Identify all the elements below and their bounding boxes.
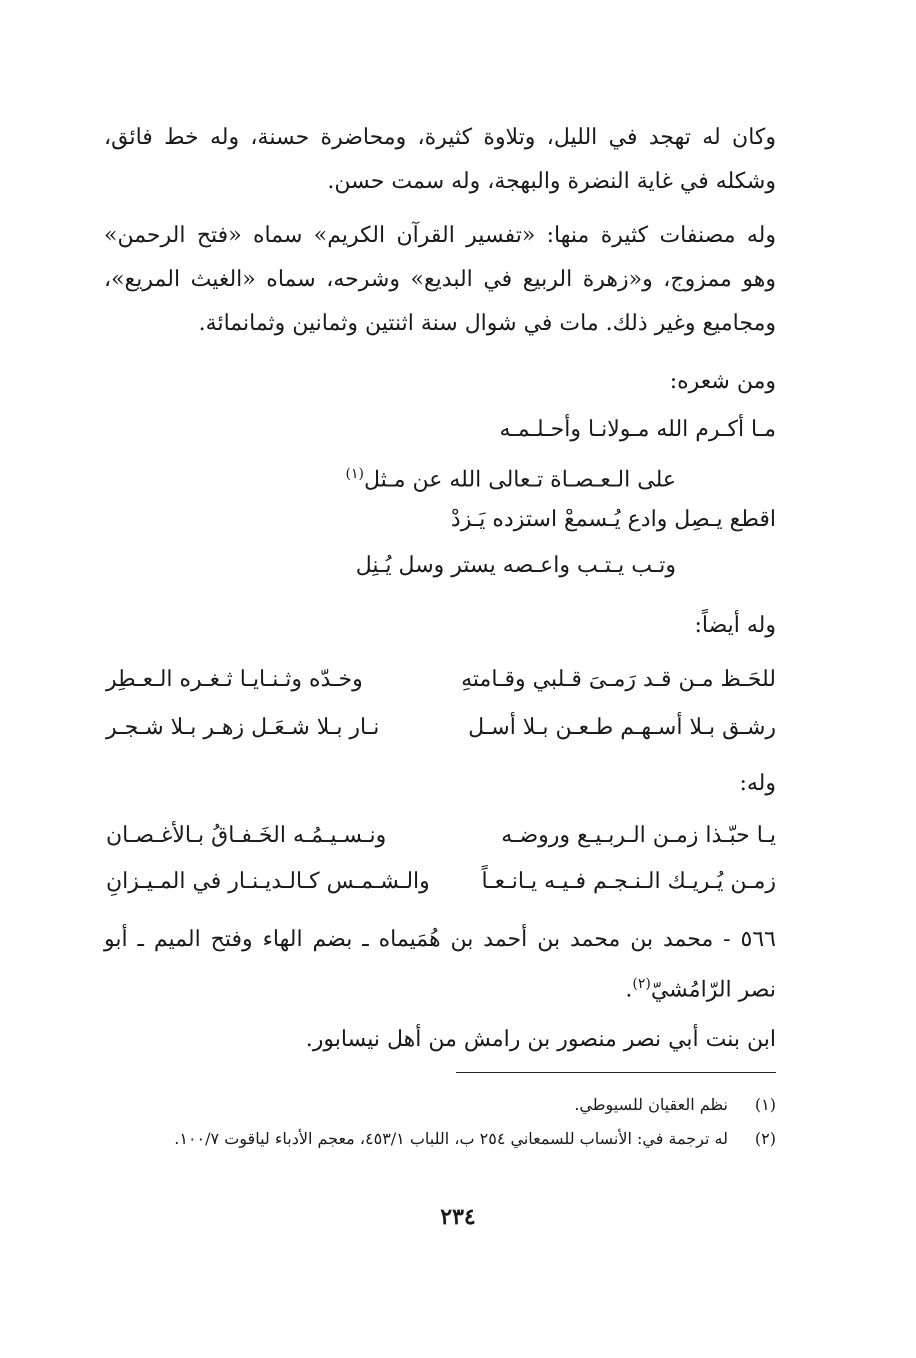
poem2-verse2-left: نـار بـلا شـعَـل زهـر بـلا شـجـر [106,715,380,740]
paragraph-poetry-intro: ومن شعره: [669,369,776,394]
entry-566-period: . [625,977,633,1003]
paragraph-entry-566 [104,918,776,1012]
footnote-2-text: له ترجمة في: الأنساب للسمعاني ٢٥٤ ب، اللباب ٤٥٣/١، معجم الأدباء لياقوت ١٠٠/٧. [174,1129,728,1148]
poem1-line2-text: على الـعـصـاة تـعالى الله عن مـثل [363,467,676,493]
paragraph-also: وله أيضاً: [694,613,776,638]
footnote-2 [0,1124,916,1188]
poem2-verse1-right: للحَـظ مـن قـد رَمـىَ قـلبي وقـامتهِ [461,667,776,692]
poem3-verse2-left: والـشـمـس كـالـديـنـار في المـيـزانِ [106,869,430,894]
footnote-1 [0,1090,916,1120]
poem2-verse2-right: رشـق بـلا أسـهـم طـعـن بـلا أسـل [468,715,776,740]
footnote-ref-2: (٢) [632,976,651,992]
poem1-line4: وتـب يـتـب واعـصه يستر وسل يُـنِل [355,553,676,578]
paragraph-lineage: ابن بنت أبي نصر منصور بن رامش من أهل نيسابور. [305,1027,776,1052]
poem3-verse1-left: ونـسـيـمُـه الخَـفـاقُ بـالأغـصـان [106,823,387,848]
entry-566-text: ٥٦٦ - محمد بن محمد بن أحمد بن هُمَيماه ـ بضم الهاء وفتح الميم ـ أبو نصر الرّامُشيّ [104,927,776,1003]
footnote-ref-1: (١) [345,466,364,482]
footnote-2-number: (٢) [754,1129,776,1148]
poem1-line2 [346,454,676,500]
paragraph-and-his: وله: [739,771,776,796]
footnote-divider [456,1072,776,1073]
poem1-line3: اقطع يـصِل وادع يُـسمعْ استزده يَـزدْ [450,507,776,532]
poem2-verse1-left: وخـدّه وثـنـايـا ثـغـره الـعـطِر [106,667,363,692]
poem3-verse1-right: يـا حبّـذا زمـن الـربـيـع وروضـه [501,823,776,848]
paragraph-works: وله مصنفات كثيرة منها: «تفسير القرآن الكريم» سماه «فتح الرحمن» وهو ممزوج، و«زهرة الربيع في البديع» وشرحه، سماه «الغيث المريع»، ومجاميع وغير ذلك. مات في شوال سنة اثنتين وثمانين وثمانمائة. [104,223,776,336]
poem1-line1: مـا أكـرم الله مـولانـا وأحـلـمـه [499,417,776,442]
footnote-1-text: نظم العقيان للسيوطي. [574,1095,728,1114]
poem3-verse2-right: زمـن يُـريـك الـنـجـم فـيـه يـانـعـاً [481,869,776,894]
page-number: ٢٣٤ [440,1204,476,1230]
footnote-1-number: (١) [754,1095,776,1114]
paragraph-biography: وكان له تهجد في الليل، وتلاوة كثيرة، ومحاضرة حسنة، وله خط فائق، وشكله في غاية النضرة والبهجة، وله سمت حسن. [104,125,776,194]
